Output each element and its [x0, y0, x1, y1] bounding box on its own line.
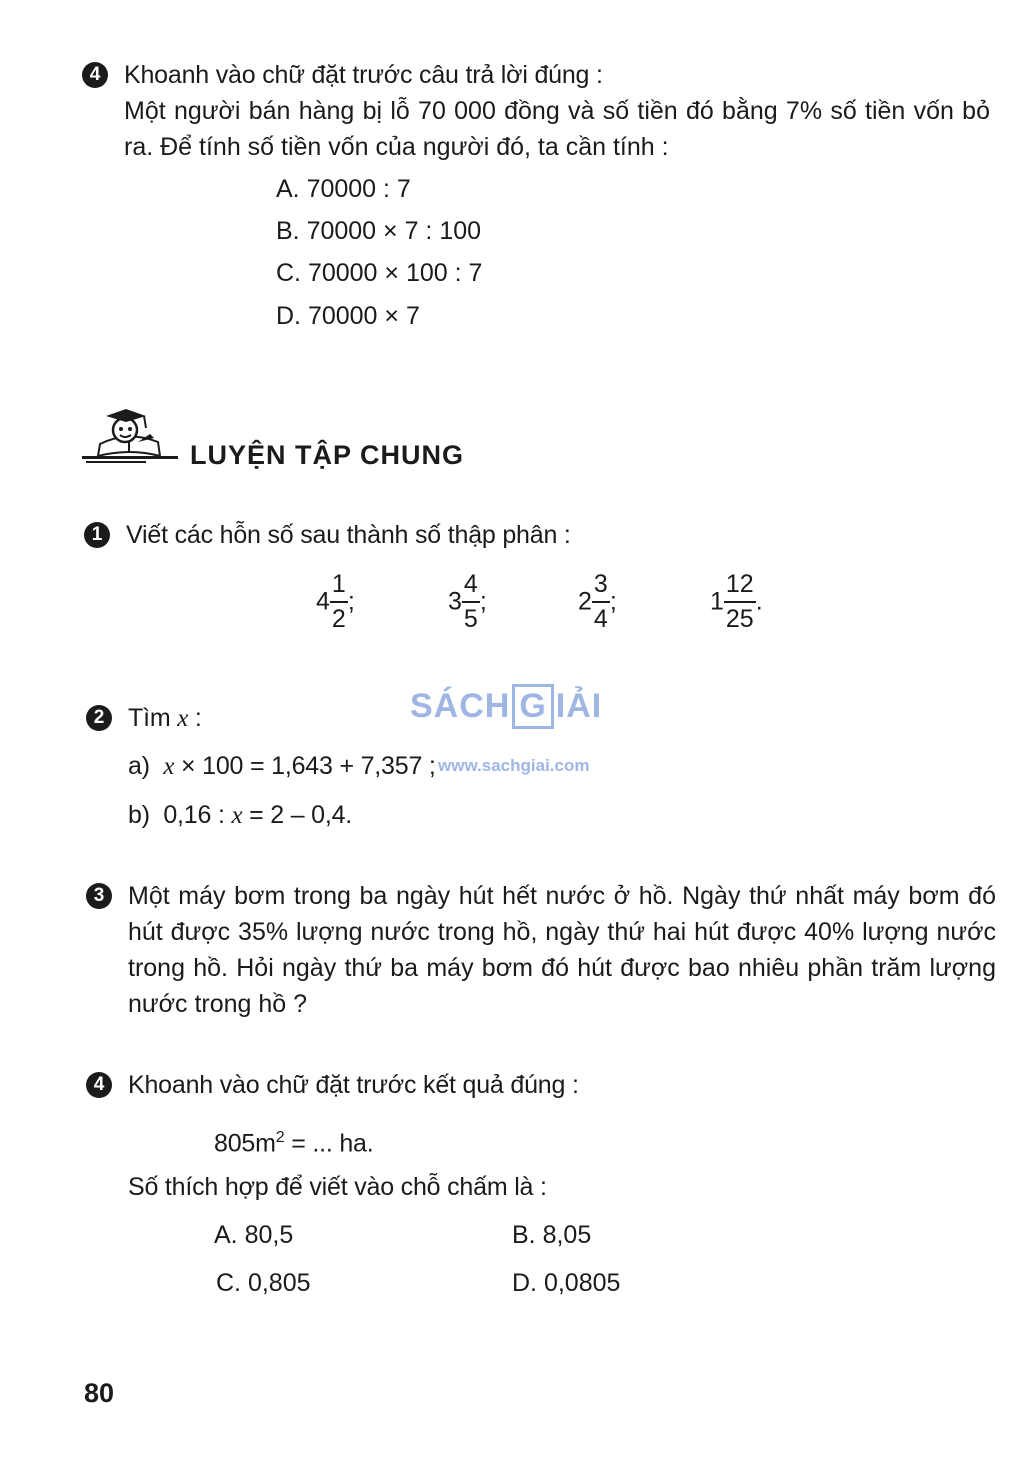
answer-option-c: C. 70000 × 100 : 7	[276, 259, 483, 287]
watermark-logo: SÁCH G IẢI	[410, 684, 602, 729]
exercise-instruction: Viết các hỗn số sau thành số thập phân :	[126, 521, 571, 549]
answer-option-d: D. 70000 × 7	[276, 302, 420, 330]
answer-option-a: A. 70000 : 7	[276, 175, 411, 203]
exercise-title: Tìm x :	[128, 704, 202, 732]
answer-option-b: B. 8,05	[512, 1221, 592, 1249]
answer-option-c: C. 0,805	[216, 1269, 311, 1297]
fraction-denominator: 4	[592, 601, 610, 632]
fraction-denominator: 2	[330, 601, 348, 632]
fraction-denominator: 5	[462, 601, 480, 632]
exercise-problem-text: Một người bán hàng bị lỗ 70 000 đồng và số tiền đó bằng 7% số tiền vốn bỏ ra. Để tính số tiền vốn của người đó, ta cần tính :	[124, 97, 990, 161]
fraction-numerator: 3	[593, 570, 608, 598]
exercise-problem-text: Một máy bơm trong ba ngày hút hết nước ở hồ. Ngày thứ nhất máy bơm đó hút được 35% lượng nước trong hồ, ngày thứ hai hút được 40% lượng nước trong hồ. Hỏi ngày thứ ba máy bơm đó hút được bao nhiêu phần trăm lượng nước trong hồ ?	[128, 882, 996, 1018]
separator: ;	[609, 587, 617, 616]
exercise-instruction: Khoanh vào chữ đặt trước kết quả đúng :	[128, 1071, 579, 1099]
conversion-equation: $805m^2$ = ... ha.	[214, 1129, 374, 1158]
equation-b: b) 0,16 : x = 2 – 0,4.	[128, 801, 353, 829]
exercise-number-badge: 4	[82, 62, 108, 88]
page-number: 80	[84, 1378, 115, 1408]
mixed-number	[710, 572, 763, 632]
mixed-number	[578, 572, 617, 632]
answer-option-a: A. 80,5	[214, 1221, 294, 1249]
section-title: LUYỆN TẬP CHUNG	[190, 440, 465, 470]
mixed-number-whole: 2	[578, 587, 592, 616]
variable-x: x	[177, 705, 189, 732]
mixed-number	[448, 572, 487, 632]
exercise-number-badge: 4	[86, 1072, 112, 1098]
equation-a: a) x × 100 = 1,643 + 7,357 ;	[128, 752, 436, 780]
fraction-numerator: 4	[463, 570, 478, 598]
separator: ;	[347, 587, 355, 616]
exercise-number-badge: 3	[86, 883, 112, 909]
mixed-number-whole: 1	[710, 587, 724, 616]
mixed-number-whole: 4	[316, 587, 330, 616]
fraction-numerator: 12	[725, 570, 754, 598]
exercise-number-badge: 2	[86, 705, 112, 731]
watermark-url: www.sachgiai.com	[438, 756, 590, 775]
exercise-number-badge: 1	[84, 522, 110, 548]
student-reading-book-icon	[80, 408, 180, 468]
fraction-denominator: 25	[724, 601, 756, 632]
fraction-numerator: 1	[331, 570, 346, 598]
answer-option-d: D. 0,0805	[512, 1269, 621, 1297]
exercise-prompt: Số thích hợp để viết vào chỗ chấm là :	[128, 1173, 547, 1201]
separator: ;	[479, 587, 487, 616]
separator: .	[755, 587, 763, 616]
answer-option-b: B. 70000 × 7 : 100	[276, 217, 482, 245]
mixed-number	[316, 572, 355, 632]
mixed-number-whole: 3	[448, 587, 462, 616]
exercise-instruction: Khoanh vào chữ đặt trước câu trả lời đúng :	[124, 61, 603, 89]
